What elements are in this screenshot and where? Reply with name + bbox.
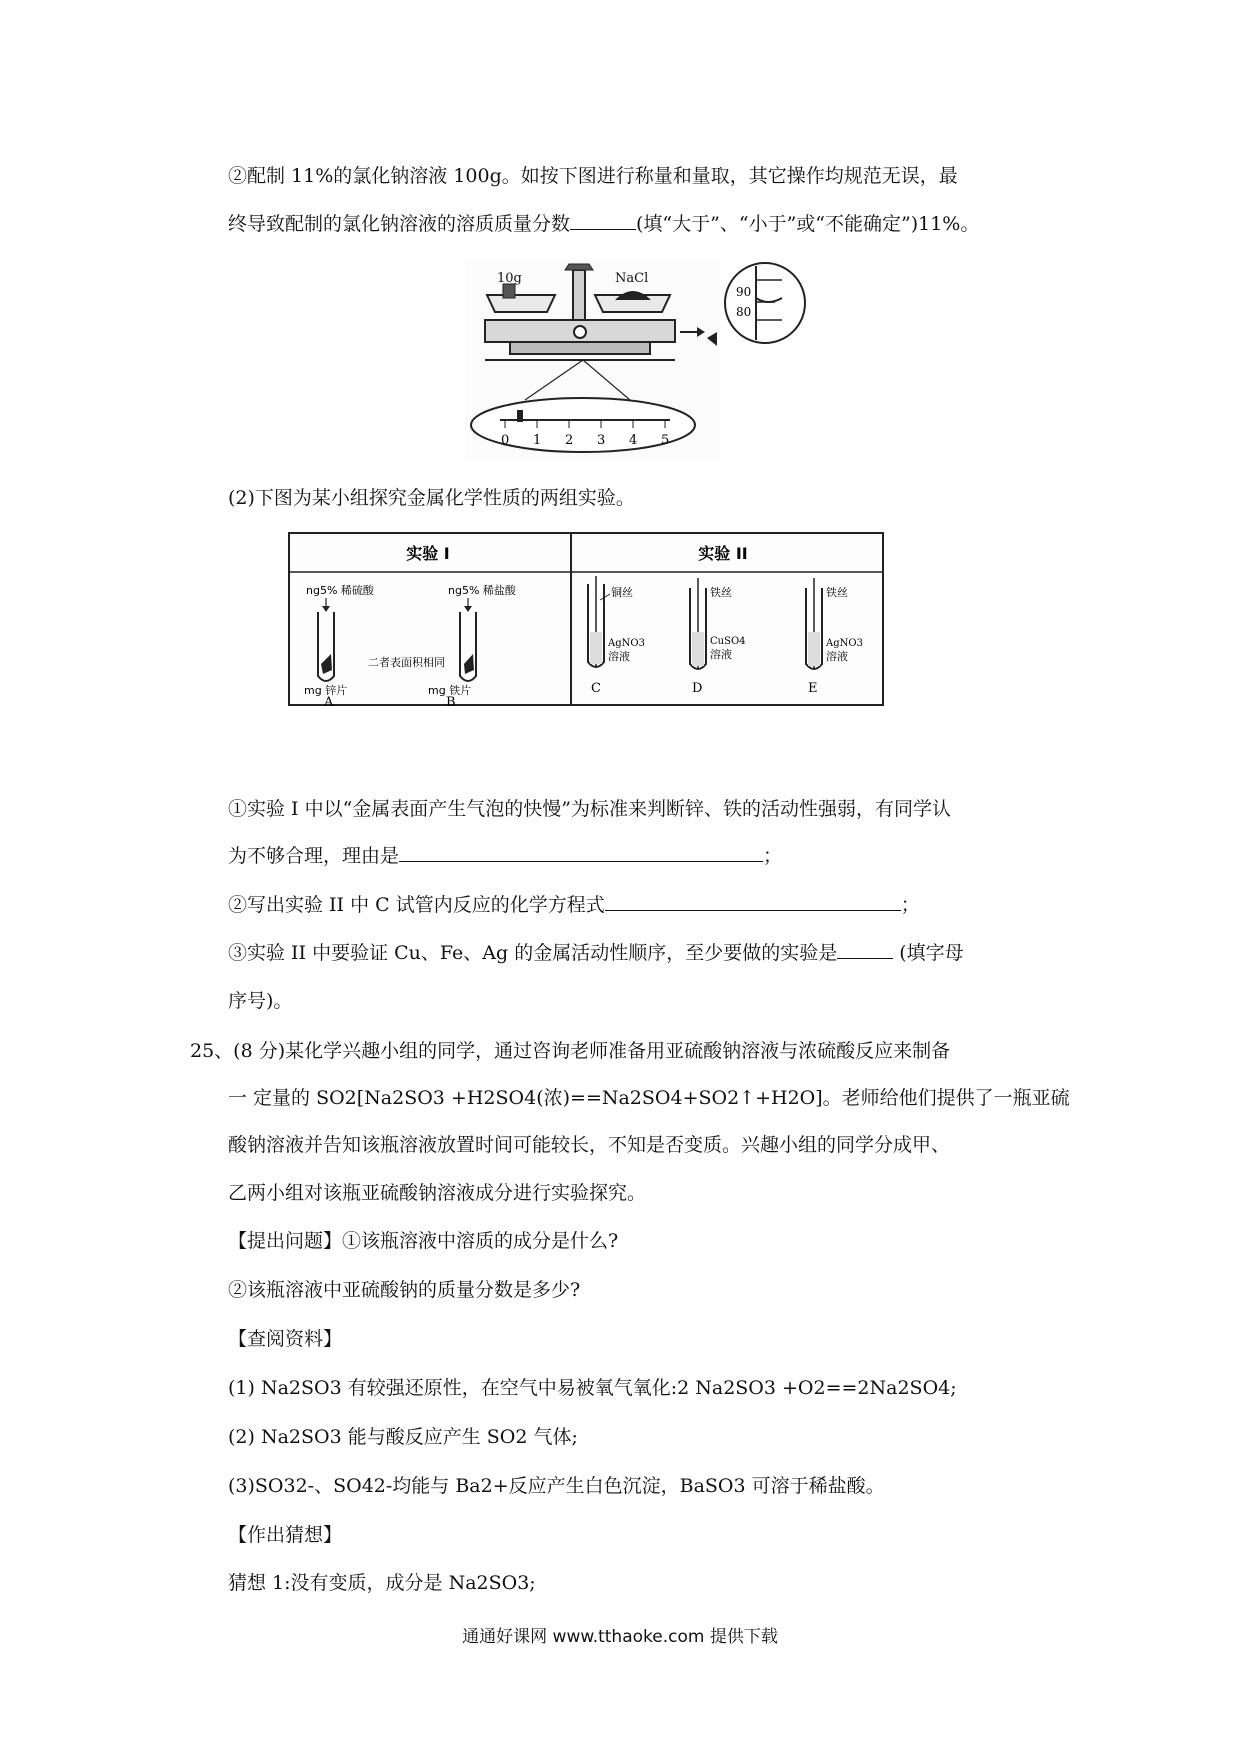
tube-b-acid-label: ng5% 稀盐酸 bbox=[448, 584, 516, 597]
q25-ask-2: ②该瓶溶液中亚硫酸钠的质量分数是多少? bbox=[228, 1279, 581, 1301]
tube-d-solution-label-2: 溶液 bbox=[710, 648, 732, 661]
weight-icon bbox=[503, 284, 515, 298]
tube-d-wire-label: 铁丝 bbox=[710, 586, 732, 599]
exp2-title: 实验 II bbox=[698, 544, 748, 563]
scale-tick-1: 1 bbox=[533, 433, 542, 448]
balance-base bbox=[510, 342, 650, 354]
q25-line-4: 乙两小组对该瓶亚硫酸钠溶液成分进行实验探究。 bbox=[228, 1182, 647, 1204]
q24-line-2-pre: 终导致配制的氯化钠溶液的溶质质量分数 bbox=[228, 213, 571, 235]
q24-sub1-post: ； bbox=[763, 845, 783, 867]
q24-line-2 bbox=[228, 211, 979, 237]
tube-c-solution-label-2: 溶液 bbox=[608, 650, 630, 663]
q24-sub3-post: (填字母 bbox=[893, 942, 964, 964]
answer-blank-4[interactable] bbox=[837, 940, 893, 959]
q24-sub3-pre: ③实验 II 中要验证 Cu、Fe、Ag 的金属活动性顺序，至少要做的实验是 bbox=[228, 942, 838, 964]
tube-c-solution-label: AgNO3 bbox=[608, 638, 645, 649]
tube-c-solution bbox=[590, 632, 602, 664]
weight-label: 10g bbox=[497, 271, 522, 286]
tube-d-solution bbox=[692, 632, 704, 666]
q24-sub2-pre: ②写出实验 II 中 C 试管内反应的化学方程式 bbox=[228, 894, 605, 916]
q25-guess-head: 【作出猜想】 bbox=[228, 1524, 343, 1546]
q25-ref-head: 【查阅资料】 bbox=[228, 1328, 343, 1350]
tube-b-letter: B bbox=[446, 695, 456, 706]
balance-figure bbox=[465, 260, 720, 460]
q24-line-1: ②配制 11%的氯化钠溶液 100g。如按下图进行称量和量取，其它操作均规范无误，最 bbox=[228, 165, 958, 187]
tube-e-letter: E bbox=[808, 681, 818, 696]
scale-tick-2: 2 bbox=[565, 433, 574, 448]
scale-tick-0: 0 bbox=[501, 433, 510, 448]
tube-a-metal-label: mg 锌片 bbox=[304, 684, 348, 697]
tube-e-solution-label: AgNO3 bbox=[826, 638, 863, 649]
q24-sub1-pre: 为不够合理，理由是 bbox=[228, 845, 400, 867]
scale-tick-5: 5 bbox=[661, 433, 670, 448]
tube-a-acid-label: ng5% 稀硫酸 bbox=[306, 584, 374, 597]
q25-line-2: 一 定量的 SO2[Na2SO3 +H2SO4(浓)==Na2SO4+SO2↑+H2O]。老师给他们提供了一瓶亚硫 bbox=[228, 1087, 1070, 1109]
surface-area-note: 二者表面积相同 bbox=[368, 656, 445, 669]
tube-e-solution bbox=[808, 632, 820, 666]
q24-sub3 bbox=[228, 940, 964, 966]
q24-sub2-post: ； bbox=[900, 894, 920, 916]
q24-sub2 bbox=[228, 892, 920, 918]
right-pan bbox=[595, 291, 670, 312]
q25-line-3: 酸钠溶液并告知该瓶溶液放置时间可能较长，不知是否变质。兴趣小组的同学分成甲、 bbox=[228, 1134, 951, 1156]
rider-icon bbox=[517, 410, 523, 422]
answer-blank-2[interactable] bbox=[399, 843, 763, 862]
q24-part2-intro: (2)下图为某小组探究金属化学性质的两组实验。 bbox=[228, 487, 635, 509]
experiment-figure bbox=[288, 532, 884, 706]
tube-d-solution-label: CuSO4 bbox=[710, 636, 746, 647]
nacl-label: NaCl bbox=[615, 271, 649, 286]
tube-e-wire-label: 铁丝 bbox=[826, 586, 848, 599]
tube-c-letter: C bbox=[591, 681, 601, 696]
cylinder-magnifier bbox=[720, 258, 810, 348]
answer-blank-3[interactable] bbox=[605, 892, 901, 911]
experiment-table-border bbox=[289, 533, 883, 705]
cylinder-mark-90: 90 bbox=[736, 285, 752, 299]
tube-d-letter: D bbox=[692, 681, 703, 696]
q24-sub1-line1: ①实验 I 中以“金属表面产生气泡的快慢”为标准来判断锌、铁的活动性强弱，有同学认 bbox=[228, 798, 952, 820]
q25-guess-1: 猜想 1:没有变质，成分是 Na2SO3; bbox=[228, 1572, 536, 1594]
tube-a-letter: A bbox=[324, 695, 334, 706]
exp1-title: 实验 I bbox=[406, 544, 450, 563]
q24-sub3-line2: 序号)。 bbox=[228, 990, 293, 1012]
q25-line-1: 25、(8 分)某化学兴趣小组的同学，通过咨询老师准备用亚硫酸钠溶液与浓硫酸反应来制备 bbox=[190, 1040, 951, 1062]
q25-ref-1: (1) Na2SO3 有较强还原性，在空气中易被氧气氧化:2 Na2SO3 +O2==2Na2SO4; bbox=[228, 1377, 957, 1399]
page-footer: 通通好课网 www.tthaoke.com 提供下载 bbox=[462, 1627, 778, 1647]
tube-c-wire-label: 铜丝 bbox=[611, 586, 633, 599]
cylinder-mark-80: 80 bbox=[736, 305, 752, 319]
answer-blank-1[interactable] bbox=[570, 211, 636, 230]
q25-ref-3: (3)SO32-、SO42-均能与 Ba2+反应产生白色沉淀，BaSO3 可溶于稀盐酸。 bbox=[228, 1475, 885, 1497]
tube-b-metal-label: mg 铁片 bbox=[428, 684, 472, 697]
q25-ask-head: 【提出问题】①该瓶溶液中溶质的成分是什么? bbox=[228, 1230, 619, 1252]
tube-e-solution-label-2: 溶液 bbox=[826, 650, 848, 663]
scale-tick-4: 4 bbox=[629, 433, 638, 448]
q24-line-2-post: (填“大于”、“小于”或“不能确定”)11%。 bbox=[636, 213, 980, 235]
q25-ref-2: (2) Na2SO3 能与酸反应产生 SO2 气体; bbox=[228, 1426, 578, 1448]
scale-tick-3: 3 bbox=[597, 433, 606, 448]
q24-sub1-line2 bbox=[228, 843, 782, 869]
